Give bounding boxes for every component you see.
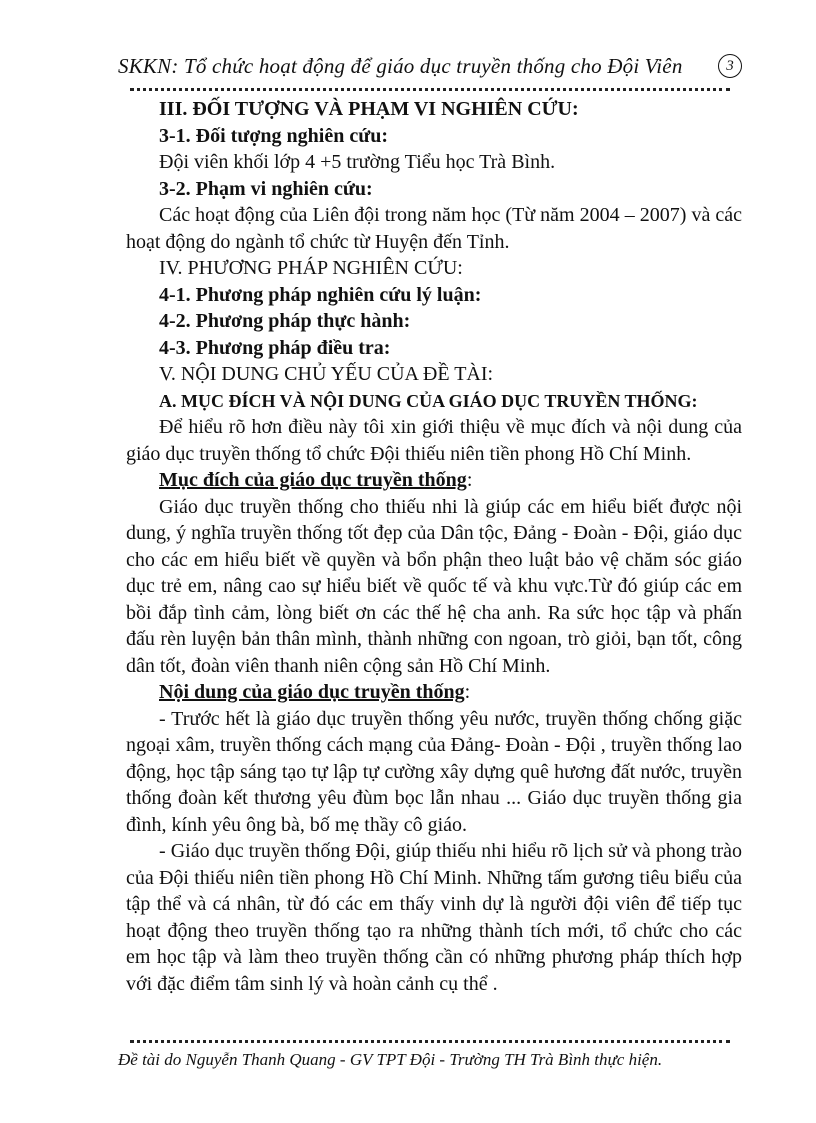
document-body [126,96,742,997]
content-paragraph-1: - Trước hết là giáo dục truyền thống yêu nước, truyền thống chống giặc ngoại xâm, truyền thống cách mạng của Đảng- Đoàn - Đội , truyền thống lao động, học tập sáng tạo tự lập tự cường xây dựng quê hương đất nước, truyền thống đoàn kết thương yêu đùm bọc lẫn nhau ... Giáo dục truyền thống gia đình, kính yêu ông bà, bố mẹ thầy cô giáo. [126,707,742,836]
page-number-badge: 3 [718,54,742,78]
page-footer: Đề tài do Nguyễn Thanh Quang - GV TPT Đội - Trường TH Trà Bình thực hiện. [118,1050,663,1069]
page-header [118,54,738,90]
purpose-heading: Mục đích của giáo dục truyền thống [159,469,467,491]
content-heading: Nội dung của giáo dục truyền thống [159,681,465,703]
section-5-heading: V. NỘI DUNG CHỦ YẾU CỦA ĐỀ TÀI: [159,363,494,385]
section-3-2-text: Các hoạt động của Liên đội trong năm học (Từ năm 2004 – 2007) và các hoạt động do ngành tổ chức từ Huyện đến Tỉnh. [126,204,742,253]
purpose-paragraph: Giáo dục truyền thống cho thiếu nhi là giúp các em hiểu biết được nội dung, ý nghĩa truyền thống tốt đẹp của Dân tộc, Đảng - Đoàn - Đội, giáo dục cho các em hiểu biết về quyền và bổn phận theo luật bảo vệ chăm sóc giáo dục trẻ em, nâng cao sự hiểu biết về quốc tế và khu vực.Từ đó giúp các em bồi đắp tình cảm, lòng biết ơn các thế hệ cha anh. Ra sức học tập và phấn đấu rèn luyện bản thân mình, thành những con ngoan, trò giỏi, bạn tốt, công dân tốt, đoàn viên thanh niên cộng sản Hồ Chí Minh. [126,495,742,677]
method-4-3: 4-3. Phương pháp điều tra: [159,336,391,359]
method-4-1: 4-1. Phương pháp nghiên cứu lý luận: [159,283,482,306]
header-title: SKKN: Tổ chức hoạt động để giáo dục truyền thống cho Đội Viên [118,54,683,78]
section-3-heading: III. ĐỐI TƯỢNG VÀ PHẠM VI NGHIÊN CỨU: [159,98,579,120]
section-4-heading: IV. PHƯƠNG PHÁP NGHIÊN CỨU: [159,257,463,279]
section-3-1-heading: 3-1. Đối tượng nghiên cứu: [159,124,388,147]
method-4-2: 4-2. Phương pháp thực hành: [159,310,411,332]
section-a-heading: A. MỤC ĐÍCH VÀ NỘI DUNG CỦA GIÁO DỤC TRUYỀN THỐNG: [159,390,698,411]
purpose-colon: : [466,469,473,491]
footer-divider [130,1040,730,1043]
purpose-heading-line [126,467,742,494]
header-divider [130,88,730,91]
section-3-2-heading: 3-2. Phạm vi nghiên cứu: [159,177,373,200]
intro-paragraph: Để hiểu rõ hơn điều này tôi xin giới thiệu về mục đích và nội dung của giáo dục truyền thống tổ chức Đội thiếu niên tiền phong Hồ Chí Minh. [126,416,742,465]
content-paragraph-2: - Giáo dục truyền thống Đội, giúp thiếu nhi hiểu rõ lịch sử và phong trào của Đội thiếu niên tiền phong Hồ Chí Minh. Những tấm gương tiêu biểu của tập thể và cá nhân, từ đó các em thấy vinh dự là người đội viên để tiếp tục hoạt động theo truyền thống tạo ra những thành tích mới, tổ chức cho các em học tập và làm theo truyền thống cần có những phương pháp thích hợp với đặc điểm tâm sinh lý và hoàn cảnh cụ thể . [126,840,742,995]
content-heading-line [126,679,742,706]
section-3-1-text: Đội viên khối lớp 4 +5 trường Tiểu học Trà Bình. [159,151,556,173]
content-colon: : [464,681,471,703]
